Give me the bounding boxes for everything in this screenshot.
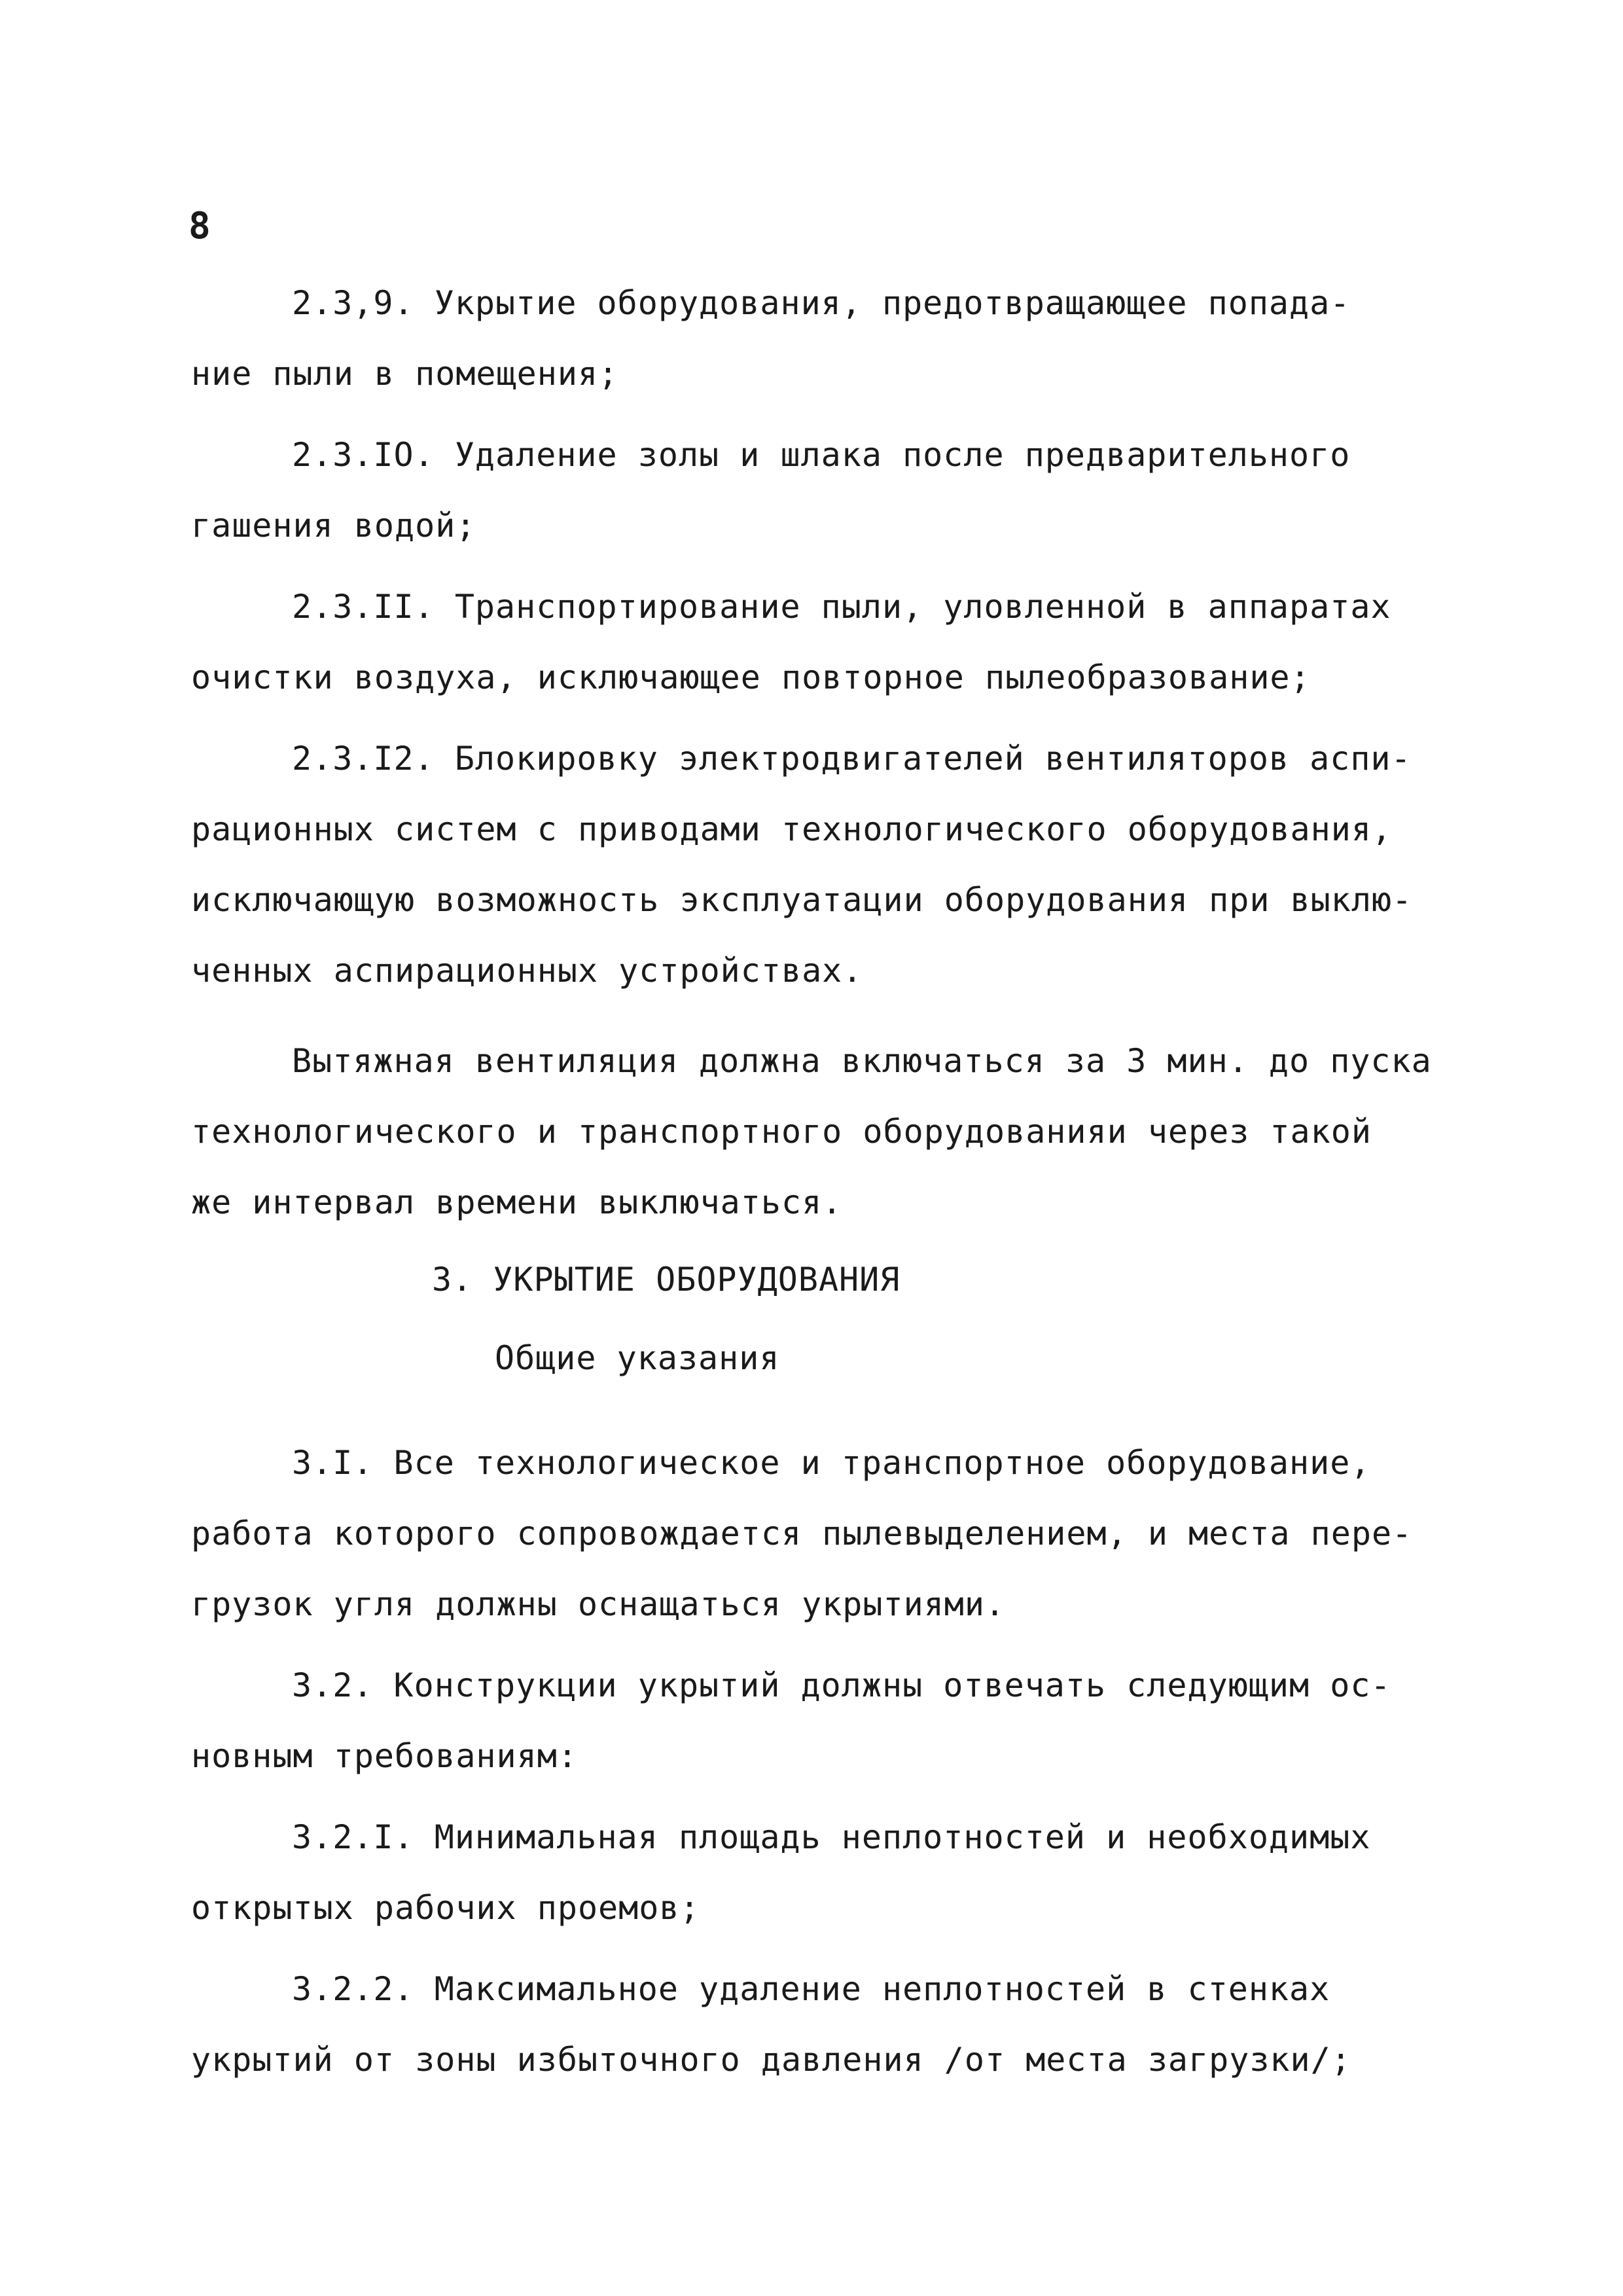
page-number: 8 <box>188 205 211 247</box>
paragraph-line: грузок угля должны оснащаться укрытиями. <box>191 1585 1006 1623</box>
paragraph-line: 2.3.II. Транспортирование пыли, уловленной в аппаратах <box>292 588 1391 626</box>
paragraph-line: новным требованиям: <box>191 1737 578 1775</box>
paragraph-line: 3.I. Все технологическое и транспортное оборудование, <box>292 1444 1371 1482</box>
section-title: 3. УКРЫТИЕ ОБОРУДОВАНИЯ <box>432 1261 901 1299</box>
paragraph-line: ченных аспирационных устройствах. <box>191 952 863 990</box>
paragraph-line: ние пыли в помещения; <box>191 355 619 393</box>
paragraph-line: Вытяжная вентиляция должна включаться за 3 мин. до пуска <box>292 1042 1432 1080</box>
paragraph-line: же интервал времени выключаться. <box>191 1183 843 1221</box>
paragraph-line: очистки воздуха, исключающее повторное пылеобразование; <box>191 658 1311 696</box>
paragraph-line: 2.3.I2. Блокировку электродвигателей вентиляторов аспи- <box>292 740 1412 778</box>
paragraph-line: 3.2.I. Минимальная площадь неплотностей и необходимых <box>292 1818 1371 1856</box>
paragraph-line: 2.3.IO. Удаление золы и шлака после предварительного <box>292 436 1351 474</box>
paragraph-line: гашения водой; <box>191 507 476 545</box>
paragraph-line: 2.3,9. Укрытие оборудования, предотвращающее попада- <box>292 284 1351 322</box>
paragraph-line: 3.2. Конструкции укрытий должны отвечать следующим ос- <box>292 1666 1391 1704</box>
section-subtitle: Общие указания <box>495 1339 780 1377</box>
paragraph-line: исключающую возможность эксплуатации оборудования при выклю- <box>191 881 1413 919</box>
paragraph-line: 3.2.2. Максимальное удаление неплотностей в стенках <box>292 1970 1330 2008</box>
paragraph-line: рационных систем с приводами технологического оборудования, <box>191 810 1393 848</box>
paragraph-line: работа которого сопровождается пылевыделением, и места пере- <box>191 1515 1413 1552</box>
paragraph-line: технологического и транспортного оборудованияи через такой <box>191 1113 1372 1151</box>
paragraph-line: укрытий от зоны избыточного давления /от места загрузки/; <box>191 2041 1351 2079</box>
paragraph-line: открытых рабочих проемов; <box>191 1889 700 1927</box>
